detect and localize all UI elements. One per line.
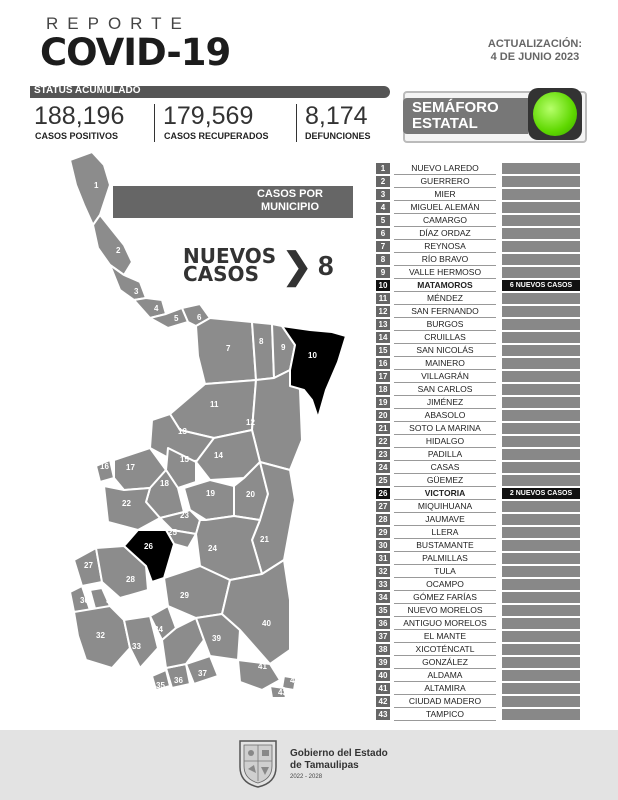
municipality-name: BUSTAMANTE [394,539,496,552]
deaths-value: 8,174 [305,102,368,130]
municipality-number: 10 [376,280,390,291]
banner-line2: MUNICIPIO [260,201,320,213]
svg-text:8: 8 [259,337,264,346]
municipality-name: MIER [394,188,496,201]
stat-divider [296,104,297,142]
positives-label: CASOS POSITIVOS [35,131,119,141]
new-cases-note [502,358,580,369]
government-line2: de Tamaulipas [290,760,359,771]
new-cases-note [502,436,580,447]
new-cases-note [502,566,580,577]
new-cases-note [502,670,580,681]
municipality-name: SOTO LA MARINA [394,422,496,435]
municipality-number: 33 [376,579,390,590]
new-cases-note [502,189,580,200]
municipality-name: MAINERO [394,357,496,370]
cases-by-municipality-banner [113,186,353,218]
table-row [376,526,581,539]
new-cases-note [502,462,580,473]
municipality-number: 26 [376,488,390,499]
table-row [376,513,581,526]
municipality-number: 21 [376,423,390,434]
svg-text:38: 38 [178,616,187,625]
municipality-number: 27 [376,501,390,512]
svg-text:27: 27 [84,561,93,570]
new-cases-note [502,527,580,538]
table-row [376,682,581,695]
new-cases-note [502,410,580,421]
municipality-name: BURGOS [394,318,496,331]
new-cases-value: 8 [318,250,334,281]
svg-text:14: 14 [214,451,223,460]
svg-text:10: 10 [308,351,317,360]
svg-text:40: 40 [262,619,271,628]
municipality-name: JIMÉNEZ [394,396,496,409]
new-cases-note: 2 NUEVOS CASOS [502,488,580,499]
municipality-number: 40 [376,670,390,681]
new-cases-note [502,696,580,707]
municipality-name: GÜEMEZ [394,474,496,487]
municipality-number: 35 [376,605,390,616]
municipality-name: MATAMOROS [394,279,496,292]
new-cases-note [502,371,580,382]
update-label: ACTUALIZACIÓN: [487,38,582,50]
status-label: STATUS ACUMULADO [34,85,141,96]
municipality-name: CASAS [394,461,496,474]
svg-text:7: 7 [226,344,231,353]
table-row [376,357,581,370]
municipality-name: ABASOLO [394,409,496,422]
municipality-number: 6 [376,228,390,239]
svg-text:12: 12 [246,418,255,427]
municipality-number: 3 [376,189,390,200]
semaforo-label [412,100,499,132]
government-name [290,748,388,772]
svg-text:21: 21 [260,535,269,544]
tamaulipas-map [60,150,372,702]
svg-text:31: 31 [106,596,115,605]
new-cases-note: 6 NUEVOS CASOS [502,280,580,291]
municipality-number: 28 [376,514,390,525]
municipality-number: 16 [376,358,390,369]
new-cases-note [502,657,580,668]
update-date: 4 DE JUNIO 2023 [490,51,580,63]
svg-text:5: 5 [174,314,179,323]
municipality-name: DÍAZ ORDAZ [394,227,496,240]
table-row [376,318,581,331]
municipality-number: 31 [376,553,390,564]
municipality-number: 17 [376,371,390,382]
banner-line1: CASOS POR [256,188,323,200]
municipality-1 [70,152,110,225]
municipality-number: 29 [376,527,390,538]
table-row [376,331,581,344]
svg-text:24: 24 [208,544,217,553]
municipality-number: 2 [376,176,390,187]
municipality-number: 13 [376,319,390,330]
table-row [376,695,581,708]
municipality-number: 24 [376,462,390,473]
table-row [376,396,581,409]
banner-text [257,188,323,214]
new-cases-note [502,618,580,629]
municipality-number: 19 [376,397,390,408]
municipality-name: EL MANTE [394,630,496,643]
new-cases-note [502,423,580,434]
status-banner [30,86,390,98]
new-cases-note [502,293,580,304]
table-row [376,565,581,578]
svg-text:37: 37 [198,669,207,678]
table-row [376,656,581,669]
new-cases-note [502,501,580,512]
municipality-name: VALLE HERMOSO [394,266,496,279]
new-cases-note [502,215,580,226]
municipality-number: 41 [376,683,390,694]
municipality-number: 4 [376,202,390,213]
table-row [376,305,581,318]
table-row [376,552,581,565]
table-row [376,162,581,175]
municipality-number: 37 [376,631,390,642]
table-row [376,474,581,487]
new-cases-note [502,579,580,590]
svg-text:19: 19 [206,489,215,498]
svg-text:15: 15 [180,455,189,464]
new-cases-note [502,332,580,343]
recovered-label: CASOS RECUPERADOS [164,131,269,141]
new-cases-note [502,514,580,525]
new-cases-note [502,254,580,265]
municipality-name: OCAMPO [394,578,496,591]
municipality-name: ANTIGUO MORELOS [394,617,496,630]
municipality-name: NUEVO MORELOS [394,604,496,617]
municipality-number: 22 [376,436,390,447]
table-row [376,539,581,552]
update-info [488,38,582,64]
municipality-number: 7 [376,241,390,252]
municipality-number: 30 [376,540,390,551]
new-cases-note [502,345,580,356]
municipality-number: 1 [376,163,390,174]
table-row [376,578,581,591]
municipality-name: MÉNDEZ [394,292,496,305]
svg-text:13: 13 [178,427,187,436]
svg-text:36: 36 [174,676,183,685]
municipality-number: 5 [376,215,390,226]
municipality-name: ALDAMA [394,669,496,682]
municipality-name: MIGUEL ALEMÁN [394,201,496,214]
municipality-number: 8 [376,254,390,265]
table-row [376,487,581,500]
svg-text:2: 2 [116,246,121,255]
semaforo-line1: SEMÁFORO [412,99,499,116]
new-cases-label [183,244,277,286]
chevron-right-icon: ❯ [282,245,313,286]
positives-value: 188,196 [34,102,125,130]
svg-text:33: 33 [132,642,141,651]
municipality-name: ALTAMIRA [394,682,496,695]
table-row [376,461,581,474]
new-cases-note [502,449,580,460]
municipality-name: SAN FERNANDO [394,305,496,318]
new-cases-note [502,709,580,720]
svg-text:20: 20 [246,490,255,499]
new-cases-note [502,540,580,551]
municipality-number: 43 [376,709,390,720]
svg-text:6: 6 [197,313,202,322]
municipality-name: CRUILLAS [394,331,496,344]
municipality-name: XICOTÉNCATL [394,643,496,656]
svg-text:17: 17 [126,463,135,472]
table-row [376,370,581,383]
table-row [376,253,581,266]
municipality-number: 18 [376,384,390,395]
report-kicker: REPORTE [46,14,191,33]
table-row [376,201,581,214]
municipality-number: 38 [376,644,390,655]
page-title: COVID-19 [40,31,231,74]
table-row [376,500,581,513]
table-row [376,422,581,435]
table-row [376,240,581,253]
svg-text:41: 41 [258,662,267,671]
government-years: 2022 - 2028 [290,774,323,780]
government-line1: Gobierno del Estado [290,748,388,759]
stat-divider [154,104,155,142]
table-row [376,279,581,292]
municipality-name: PALMILLAS [394,552,496,565]
svg-text:32: 32 [96,631,105,640]
svg-text:26: 26 [144,542,153,551]
municipality-name: SAN NICOLÁS [394,344,496,357]
svg-text:43: 43 [278,688,287,697]
new-cases-note [502,306,580,317]
municipality-number: 23 [376,449,390,460]
municipality-number: 32 [376,566,390,577]
municipality-number: 9 [376,267,390,278]
table-row [376,266,581,279]
state-seal-icon [236,737,280,789]
municipality-name: GONZÁLEZ [394,656,496,669]
svg-text:39: 39 [212,634,221,643]
new-cases-note [502,553,580,564]
table-row [376,435,581,448]
municipality-name: CIUDAD MADERO [394,695,496,708]
table-row [376,383,581,396]
table-row [376,643,581,656]
svg-text:16: 16 [100,462,109,471]
municipality-number: 42 [376,696,390,707]
svg-text:29: 29 [180,591,189,600]
svg-text:22: 22 [122,499,131,508]
svg-text:3: 3 [134,287,139,296]
municipality-name: TULA [394,565,496,578]
municipality-name: RÍO BRAVO [394,253,496,266]
table-row [376,292,581,305]
svg-text:25: 25 [168,528,177,537]
svg-text:28: 28 [126,575,135,584]
municipality-number: 34 [376,592,390,603]
municipality-number: 14 [376,332,390,343]
svg-text:1: 1 [94,181,99,190]
new-cases-line1: NUEVOS [183,244,277,268]
new-cases-note [502,605,580,616]
table-row [376,188,581,201]
municipality-8 [252,322,274,380]
municipality-name: HIDALGO [394,435,496,448]
municipality-number: 20 [376,410,390,421]
svg-text:4: 4 [154,304,159,313]
new-cases-note [502,176,580,187]
municipality-name: PADILLA [394,448,496,461]
table-row [376,227,581,240]
new-cases-note [502,644,580,655]
table-row [376,448,581,461]
svg-text:18: 18 [160,479,169,488]
new-cases-note [502,475,580,486]
table-row [376,604,581,617]
new-cases-note [502,397,580,408]
municipality-name: VILLAGRÁN [394,370,496,383]
municipality-name: VICTORIA [394,487,496,500]
table-row [376,591,581,604]
svg-text:9: 9 [281,343,286,352]
municipality-table [376,162,581,721]
table-row [376,669,581,682]
municipality-name: MIQUIHUANA [394,500,496,513]
svg-text:34: 34 [154,625,163,634]
new-cases-note [502,241,580,252]
municipality-number: 12 [376,306,390,317]
new-cases-note [502,592,580,603]
table-row [376,617,581,630]
traffic-light-green-icon [533,92,577,136]
new-cases-note [502,319,580,330]
municipality-number: 39 [376,657,390,668]
municipality-number: 25 [376,475,390,486]
municipality-number: 11 [376,293,390,304]
table-row [376,344,581,357]
municipality-name: CAMARGO [394,214,496,227]
deaths-label: DEFUNCIONES [305,131,371,141]
municipality-name: SAN CARLOS [394,383,496,396]
table-row [376,409,581,422]
municipality-number: 36 [376,618,390,629]
municipality-name: LLERA [394,526,496,539]
svg-text:30: 30 [80,596,89,605]
municipality-name: NUEVO LAREDO [394,162,496,175]
svg-text:23: 23 [180,511,189,520]
new-cases-note [502,384,580,395]
new-cases-note [502,228,580,239]
new-cases-line2: CASOS [183,262,259,286]
municipality-name: GUERRERO [394,175,496,188]
table-row [376,175,581,188]
new-cases-note [502,267,580,278]
new-cases-note [502,202,580,213]
municipality-number: 15 [376,345,390,356]
municipality-name: GÓMEZ FARÍAS [394,591,496,604]
municipality-name: JAUMAVE [394,513,496,526]
new-cases-note [502,163,580,174]
municipality-name: TAMPICO [394,708,496,721]
table-row [376,630,581,643]
municipality-name: REYNOSA [394,240,496,253]
recovered-value: 179,569 [163,102,254,130]
svg-text:35: 35 [156,681,165,690]
new-cases-note [502,631,580,642]
svg-text:42: 42 [290,676,299,685]
new-cases-note [502,683,580,694]
semaforo-line2: ESTATAL [412,115,478,132]
table-row [376,214,581,227]
svg-text:11: 11 [210,400,219,409]
table-row [376,708,581,721]
